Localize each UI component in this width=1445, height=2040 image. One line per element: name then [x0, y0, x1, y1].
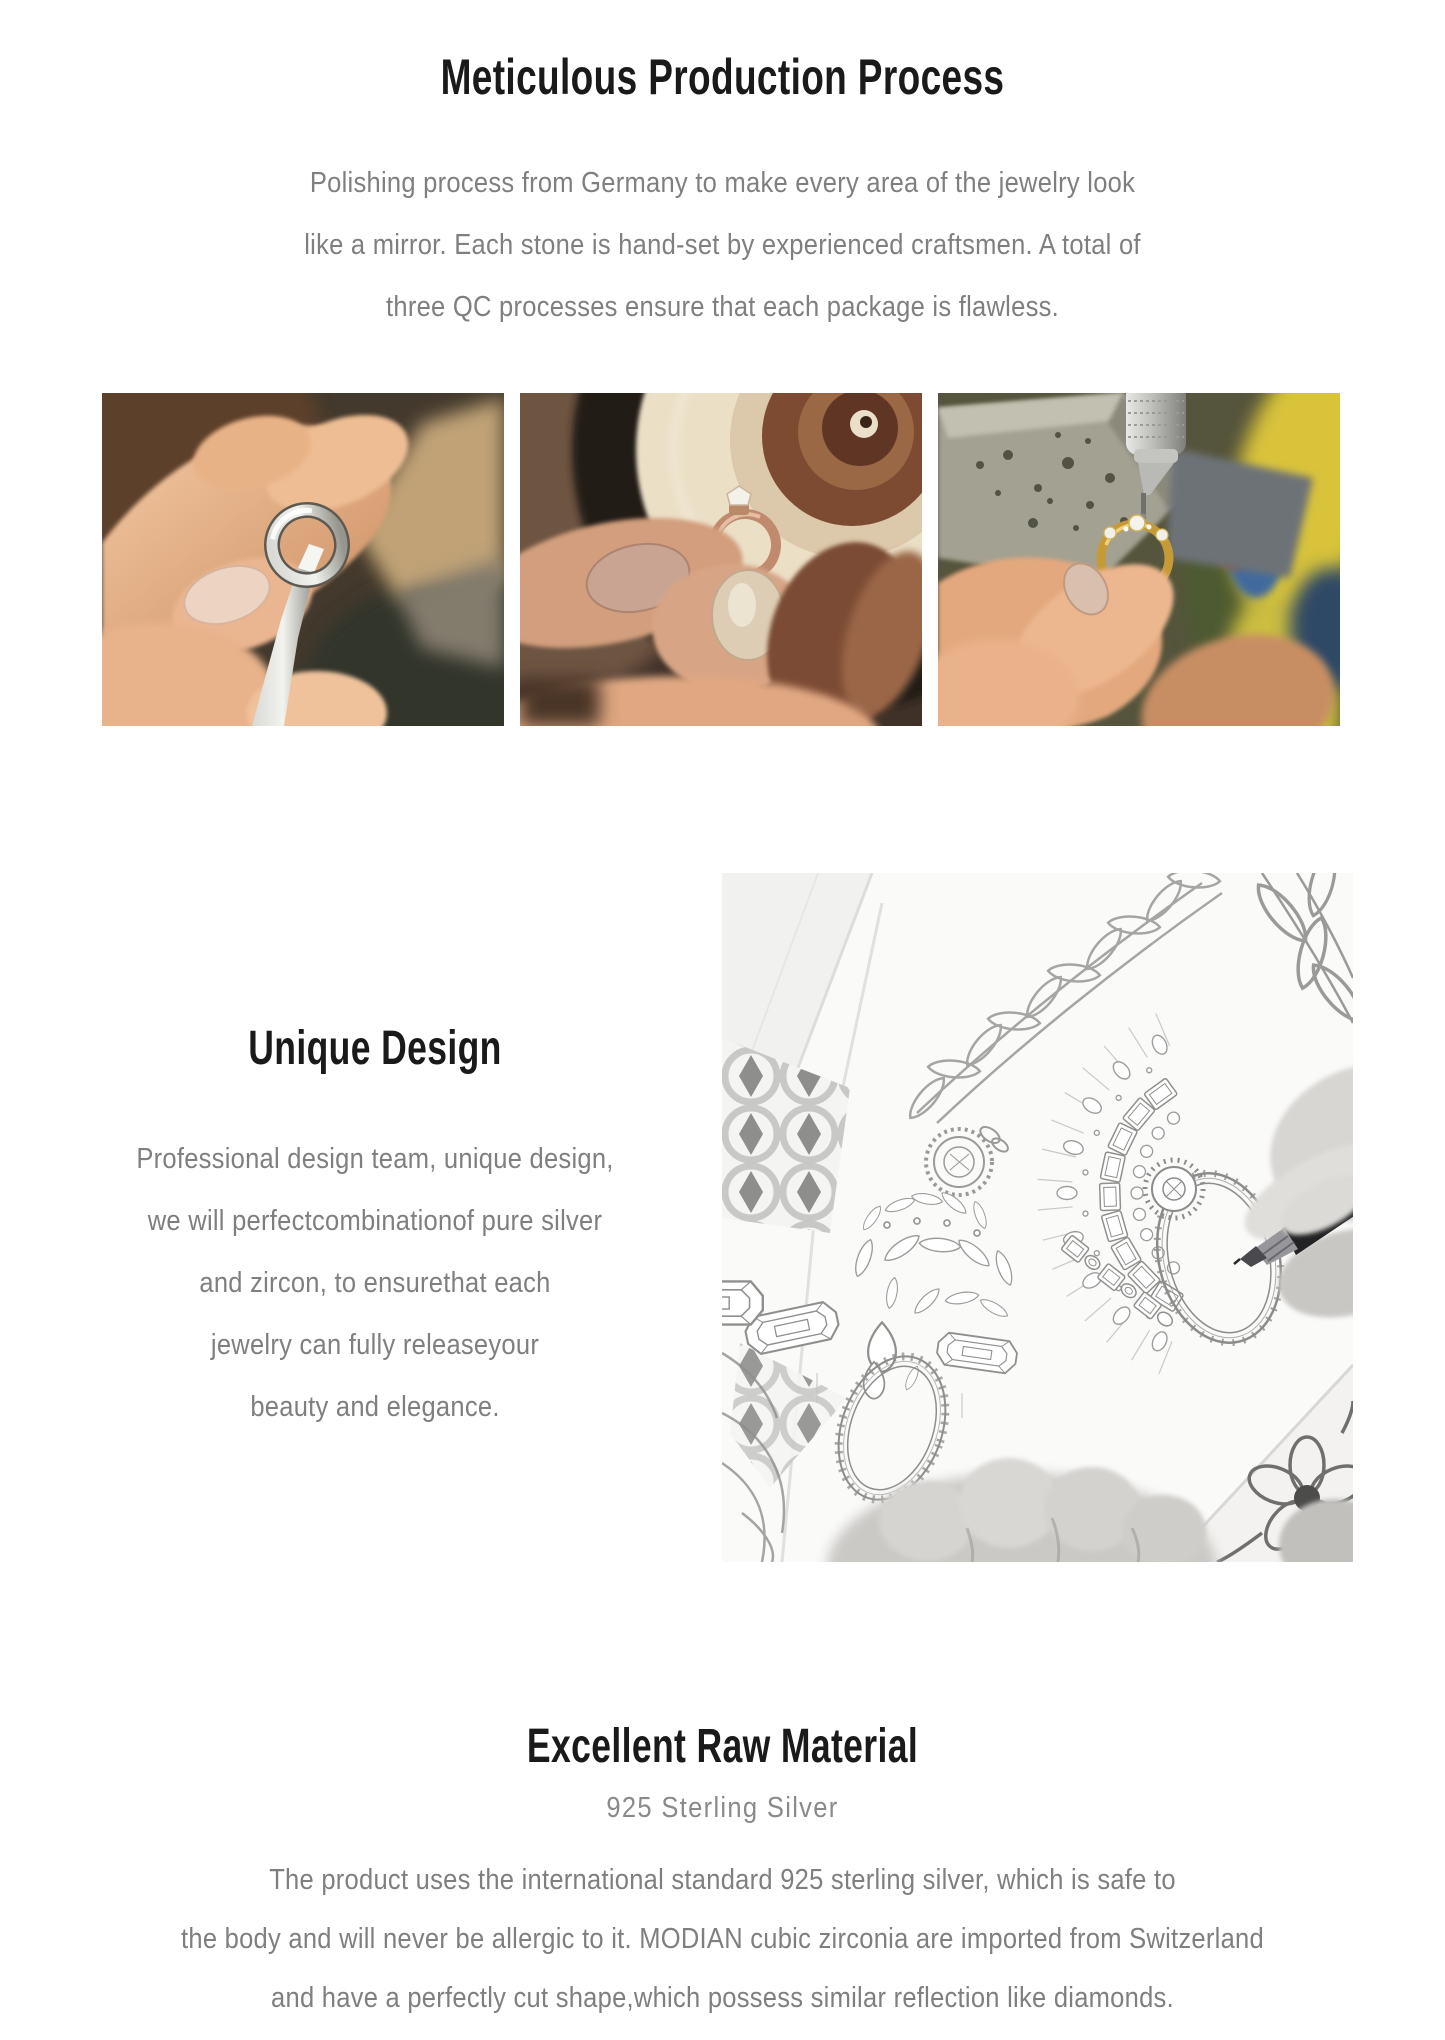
photo-stone-setting — [938, 393, 1340, 726]
photo-polishing-wheel-illustration — [520, 393, 922, 726]
production-section-title: Meticulous Production Process — [440, 49, 1005, 105]
production-paragraph — [87, 152, 1359, 338]
material-subtitle: 925 Sterling Silver — [606, 1792, 839, 1824]
production-photo-row — [102, 393, 1340, 726]
material-section-title: Excellent Raw Material — [526, 1720, 919, 1773]
paragraph-line: and have a perfectly cut shape,which possess similar reflection like diamonds. — [271, 1982, 1174, 2014]
paragraph-line: three QC processes ensure that each package is flawless. — [386, 291, 1059, 323]
paragraph-line: beauty and elegance. — [250, 1391, 500, 1423]
photo-ring-filing — [102, 393, 504, 726]
material-paragraph — [87, 1851, 1359, 2028]
paragraph-line: Professional design team, unique design, — [136, 1143, 614, 1175]
paragraph-line: and zircon, to ensurethat each — [199, 1267, 551, 1299]
design-paragraph — [102, 1128, 648, 1438]
design-section-title: Unique Design — [248, 1022, 502, 1075]
paragraph-line: jewelry can fully releaseyour — [210, 1329, 540, 1361]
paragraph-line: The product uses the international standard 925 sterling silver, which is safe to — [269, 1864, 1176, 1896]
paragraph-line: the body and will never be allergic to it. MODIAN cubic zirconia are imported from Switzerland — [181, 1923, 1264, 1955]
photo-design-sketching — [722, 873, 1353, 1562]
photo-stone-setting-illustration — [938, 393, 1340, 726]
paragraph-line: we will perfectcombinationof pure silver — [147, 1205, 603, 1237]
design-sketch-illustration — [722, 873, 1353, 1562]
paragraph-line: Polishing process from Germany to make every area of the jewelry look — [309, 167, 1136, 199]
photo-polishing-wheel — [520, 393, 922, 726]
paragraph-line: like a mirror. Each stone is hand-set by experienced craftsmen. A total of — [304, 229, 1141, 261]
photo-ring-filing-illustration — [102, 393, 504, 726]
